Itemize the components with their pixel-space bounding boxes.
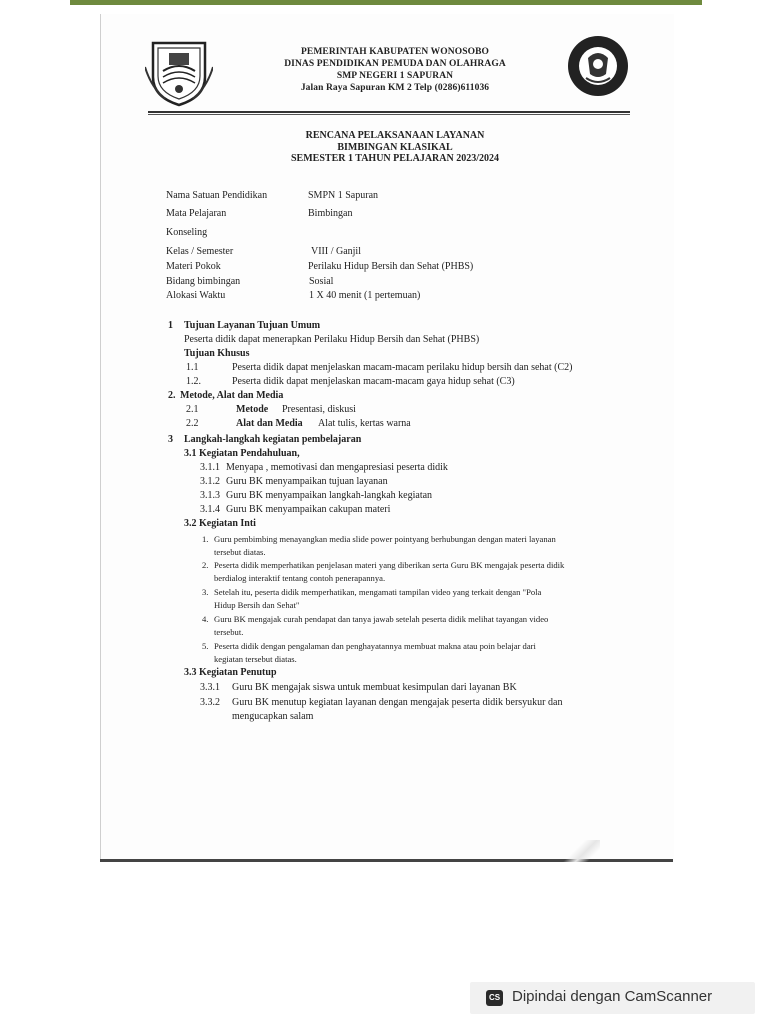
general-objective: Peserta didik dapat menerapkan Perilaku Hidup Bersih dan Sehat (PHBS)	[184, 334, 480, 345]
list-item: Guru BK menutup kegiatan layanan dengan mengajak peserta didik bersyukur dan	[232, 697, 563, 708]
item-number: 3.1.3	[200, 490, 220, 501]
identity-value: Perilaku Hidup Bersih dan Sehat (PHBS)	[308, 261, 474, 272]
letterhead-rule-thin	[148, 114, 630, 115]
list-item: Guru BK menyampaikan langkah-langkah kegiatan	[226, 490, 433, 501]
document-title	[230, 130, 560, 165]
section-heading: Langkah-langkah kegiatan pembelajaran	[184, 434, 362, 445]
letterhead-rule	[148, 111, 630, 113]
list-item-continued: berdialog interaktif tentang contoh penerapannya.	[214, 573, 386, 583]
item-number: 1.1	[186, 362, 199, 373]
identity-label: Konseling	[166, 227, 208, 238]
list-item: Guru pembimbing menayangkan media slide power pointyang berhubungan dengan materi layanan	[214, 534, 556, 544]
letterhead-government: PEMERINTAH KABUPATEN WONOSOBO	[301, 47, 489, 57]
item-number: 5.	[202, 641, 209, 651]
list-item: Guru BK menyampaikan cakupan materi	[226, 504, 391, 515]
identity-label: Mata Pelajaran	[166, 208, 227, 219]
section-number: 3	[168, 434, 173, 445]
camscanner-watermark	[470, 982, 755, 1014]
list-item: Peserta didik dapat menjelaskan macam-macam gaya hidup sehat (C3)	[232, 376, 515, 387]
letterhead-department: DINAS PENDIDIKAN PEMUDA DAN OLAHRAGA	[284, 59, 506, 69]
list-item: Guru BK menyampaikan tujuan layanan	[226, 476, 388, 487]
list-item: Alat tulis, kertas warna	[318, 418, 411, 429]
list-item: Menyapa , memotivasi dan mengapresiasi peserta didik	[226, 462, 448, 473]
title-line-1: RENCANA PELAKSANAAN LAYANAN	[305, 130, 485, 141]
letterhead-address: Jalan Raya Sapuran KM 2 Telp (0286)611036	[300, 83, 490, 93]
list-item: Guru BK mengajak curah pendapat dan tanya jawab setelah peserta didik melihat tayangan video	[214, 614, 549, 624]
item-label: Alat dan Media	[236, 418, 303, 429]
list-item: Peserta didik dapat menjelaskan macam-macam perilaku hidup bersih dan sehat (C2)	[232, 362, 573, 373]
list-item: Peserta didik dengan pengalaman dan penghayatannya membuat makna atau poin belajar dari	[214, 641, 536, 651]
identity-value: Sosial	[309, 276, 334, 287]
identity-label: Bidang bimbingan	[166, 276, 241, 287]
subsection-heading: Tujuan Khusus	[184, 348, 250, 359]
scan-edge	[70, 0, 702, 5]
letterhead	[230, 46, 560, 94]
list-item-continued: kegiatan tersebut diatas.	[214, 654, 297, 664]
school-seal-icon	[566, 34, 630, 98]
identity-label: Materi Pokok	[166, 261, 221, 272]
title-line-2: BIMBINGAN KLASIKAL	[337, 141, 453, 153]
item-number: 3.	[202, 587, 209, 597]
list-item-continued: mengucapkan salam	[232, 711, 314, 722]
section-number: 2.	[168, 390, 176, 401]
page-fold-shadow	[560, 840, 600, 862]
subsection-heading: 3.2 Kegiatan Inti	[184, 518, 256, 529]
list-item: Setelah itu, peserta didik memperhatikan, mengamati tampilan video yang terkait dengan "Pola	[214, 587, 542, 597]
list-item: Peserta didik memperhatikan penjelasan materi yang diberikan serta Guru BK mengajak peserta didik	[214, 560, 565, 570]
identity-value: SMPN 1 Sapuran	[308, 190, 379, 201]
identity-label: Nama Satuan Pendidikan	[166, 190, 268, 201]
section-heading: Metode, Alat dan Media	[180, 390, 284, 401]
list-item-continued: Hidup Bersih dan Sehat"	[214, 600, 300, 610]
item-number: 2.	[202, 560, 209, 570]
list-item: Guru BK mengajak siswa untuk membuat kesimpulan dari layanan BK	[232, 682, 517, 693]
item-label: Metode	[236, 404, 269, 415]
item-number: 3.1.4	[200, 504, 220, 515]
section-heading: Tujuan Layanan Tujuan Umum	[184, 320, 321, 331]
title-line-3: SEMESTER 1 TAHUN PELAJARAN 2023/2024	[291, 153, 499, 164]
item-number: 3.3.1	[200, 682, 220, 693]
item-number: 3.1.2	[200, 476, 220, 487]
camscanner-logo-icon: CS	[486, 990, 503, 1006]
identity-label: Alokasi Waktu	[166, 290, 226, 301]
camscanner-text: Dipindai dengan CamScanner	[512, 988, 713, 1005]
list-item-continued: tersebut.	[214, 627, 244, 637]
identity-value: 1 X 40 menit (1 pertemuan)	[309, 290, 421, 301]
list-item-continued: tersebut diatas.	[214, 547, 266, 557]
item-number: 2.2	[186, 418, 199, 429]
identity-value: Bimbingan	[308, 208, 353, 219]
identity-value: VIII / Ganjil	[311, 246, 361, 257]
item-number: 2.1	[186, 404, 199, 415]
item-number: 3.1.1	[200, 462, 220, 473]
identity-label: Kelas / Semester	[166, 246, 234, 257]
letterhead-school: SMP NEGERI 1 SAPURAN	[336, 71, 454, 81]
item-number: 3.3.2	[200, 697, 220, 708]
item-number: 4.	[202, 614, 209, 624]
subsection-heading: 3.1 Kegiatan Pendahuluan,	[184, 448, 300, 459]
section-number: 1	[168, 320, 173, 331]
list-item: Presentasi, diskusi	[282, 404, 356, 415]
regency-emblem-icon	[145, 37, 213, 107]
subsection-heading: 3.3 Kegiatan Penutup	[184, 667, 277, 678]
item-number: 1.	[202, 534, 209, 544]
item-number: 1.2.	[186, 376, 201, 387]
